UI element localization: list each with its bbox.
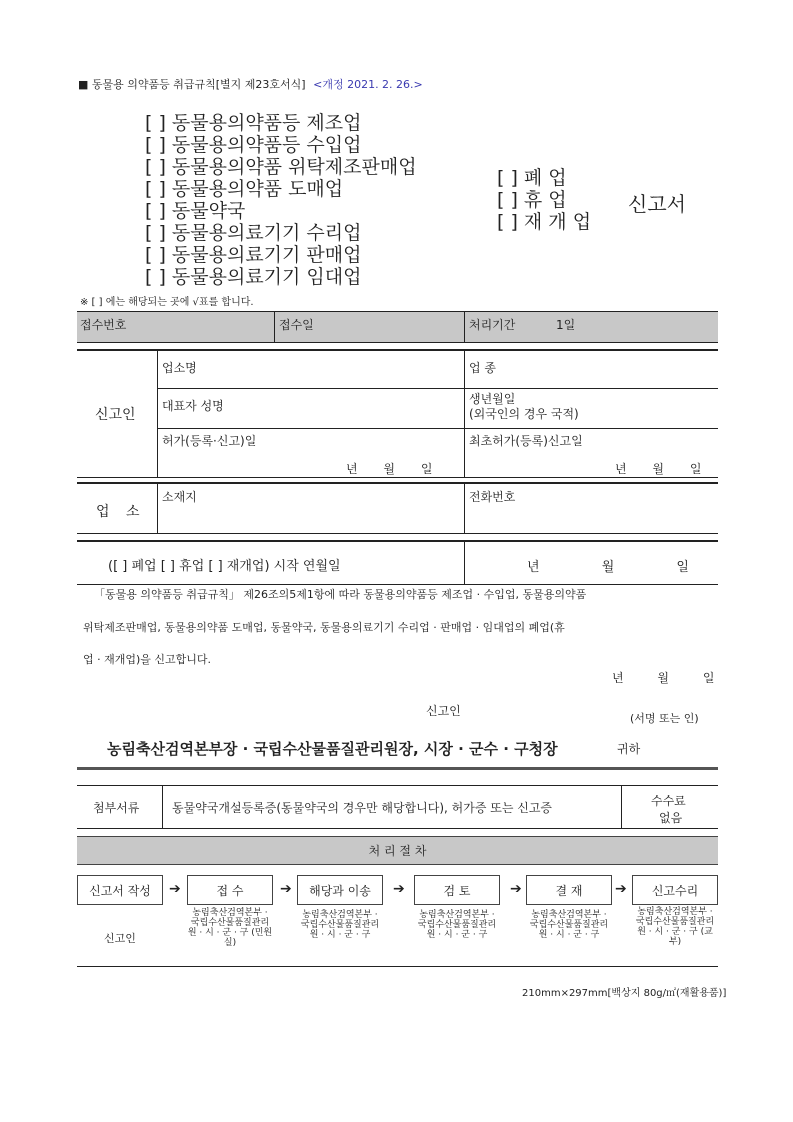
- business-section-label: 업 소: [96, 504, 140, 520]
- process-step: 검 토: [414, 875, 500, 905]
- title-item: [ ] 동물약국: [145, 200, 246, 222]
- arrow-right-icon: ➔: [169, 881, 181, 897]
- title-item: [ ] 휴 업: [497, 189, 567, 211]
- statement-line: 「동물용 의약품등 취급규칙」 제26조의5제1항에 따라 동물용의약품등 제조업 · 수입업, 동물용의약품: [94, 588, 587, 601]
- checkbox-note: ※ [ ] 에는 해당되는 곳에 √표를 합니다.: [80, 297, 254, 308]
- arrow-right-icon: ➔: [393, 881, 405, 897]
- statement-date: 년 월 일: [612, 671, 715, 685]
- statement-line: 업 · 재개업)을 신고합니다.: [83, 653, 212, 666]
- process-step: 접 수: [187, 875, 273, 905]
- receipt-date-label: 접수일: [279, 318, 314, 332]
- birth-date-note: (외국인의 경우 국적): [469, 407, 579, 421]
- title-right-list: [497, 167, 591, 233]
- receipt-number-label: 접수번호: [80, 318, 127, 332]
- recipient-suffix: 귀하: [617, 742, 641, 756]
- phone-field[interactable]: 전화번호: [469, 490, 516, 504]
- process-actor: 신고인: [104, 932, 136, 945]
- title-item: [ ] 동물용의약품 도매업: [145, 178, 344, 200]
- permit-date-field[interactable]: 허가(등록·신고)일: [162, 434, 257, 448]
- fee-value: 없음: [659, 811, 683, 825]
- title-item: [ ] 동물용의약품 위탁제조판매업: [145, 156, 417, 178]
- address-field[interactable]: 소재지: [162, 490, 197, 504]
- business-name-field[interactable]: 업소명: [162, 361, 197, 375]
- process-actor: 농림축산검역본부 · 국립수산물품질관리원 · 시 · 군 · 구: [529, 910, 609, 940]
- process-actor: 농림축산검역본부 · 국립수산물품질관리원 · 시 · 군 · 구 (민원실): [187, 908, 273, 948]
- representative-name-field[interactable]: 대표자 성명: [162, 399, 224, 413]
- processing-period-value: 1일: [556, 318, 576, 332]
- arrow-right-icon: ➔: [280, 881, 292, 897]
- title-suffix: 신고서: [628, 192, 686, 216]
- recipient-name: 농림축산검역본부장 · 국립수산물품질관리원장, 시장 · 군수 · 구청장: [107, 740, 558, 758]
- business-type-field[interactable]: 업 종: [469, 361, 496, 375]
- title-left-list: [145, 112, 417, 288]
- signer-label: 신고인: [426, 704, 461, 718]
- start-date-ymd[interactable]: 년 월 일: [527, 560, 689, 575]
- start-date-label: ([ ] 폐업 [ ] 휴업 [ ] 재개업) 시작 연월일: [108, 559, 341, 574]
- paper-spec: 210mm×297mm[백상지 80g/㎡(재활용품)]: [522, 988, 727, 999]
- form-reference: ■ 동물용 의약품등 취급규칙[별지 제23호서식] <개정 2021. 2. 26.>: [78, 78, 423, 91]
- fee-label: 수수료: [651, 794, 686, 808]
- title-item: [ ] 동물용의약품등 제조업: [145, 112, 362, 134]
- first-permit-date-field[interactable]: 최초허가(등록)신고일: [469, 434, 583, 448]
- arrow-right-icon: ➔: [510, 881, 522, 897]
- process-title: 처 리 절 차: [77, 836, 718, 865]
- process-actor: 농림축산검역본부 · 국립수산물품질관리원 · 시 · 군 · 구: [417, 910, 497, 940]
- processing-period-label: 처리기간: [469, 318, 516, 332]
- title-item: [ ] 동물용의료기기 수리업: [145, 222, 362, 244]
- process-step: 신고서 작성: [77, 875, 163, 905]
- birth-date-field[interactable]: 생년월일: [469, 392, 516, 406]
- attachments-label: 첨부서류: [93, 801, 140, 815]
- first-permit-date-ymd: 년 월 일: [615, 462, 702, 476]
- title-item: [ ] 재 개 업: [497, 211, 592, 233]
- title-item: [ ] 동물용의료기기 임대업: [145, 266, 362, 288]
- revision-date: <개정 2021. 2. 26.>: [313, 78, 423, 91]
- title-item: [ ] 동물용의약품등 수입업: [145, 134, 362, 156]
- signature-field[interactable]: (서명 또는 인): [630, 712, 699, 725]
- process-actor: 농림축산검역본부 · 국립수산물품질관리원 · 시 · 군 · 구 (교부): [635, 907, 715, 947]
- arrow-right-icon: ➔: [615, 881, 627, 897]
- permit-date-ymd: 년 월 일: [346, 462, 433, 476]
- process-step: 신고수리: [632, 875, 718, 905]
- statement-line: 위탁제조판매업, 동물용의약품 도매업, 동물약국, 동물용의료기기 수리업 · 판매업 · 임대업의 폐업(휴: [83, 621, 565, 634]
- process-step: 해당과 이송: [297, 875, 383, 905]
- title-item: [ ] 폐 업: [497, 167, 567, 189]
- process-step: 결 재: [526, 875, 612, 905]
- applicant-section-label: 신고인: [95, 407, 136, 423]
- title-item: [ ] 동물용의료기기 판매업: [145, 244, 362, 266]
- attachments-content: 동물약국개설등록증(동물약국의 경우만 해당합니다), 허가증 또는 신고증: [172, 801, 553, 815]
- receipt-row: [77, 311, 718, 342]
- process-actor: 농림축산검역본부 · 국립수산물품질관리원 · 시 · 군 · 구: [300, 910, 380, 940]
